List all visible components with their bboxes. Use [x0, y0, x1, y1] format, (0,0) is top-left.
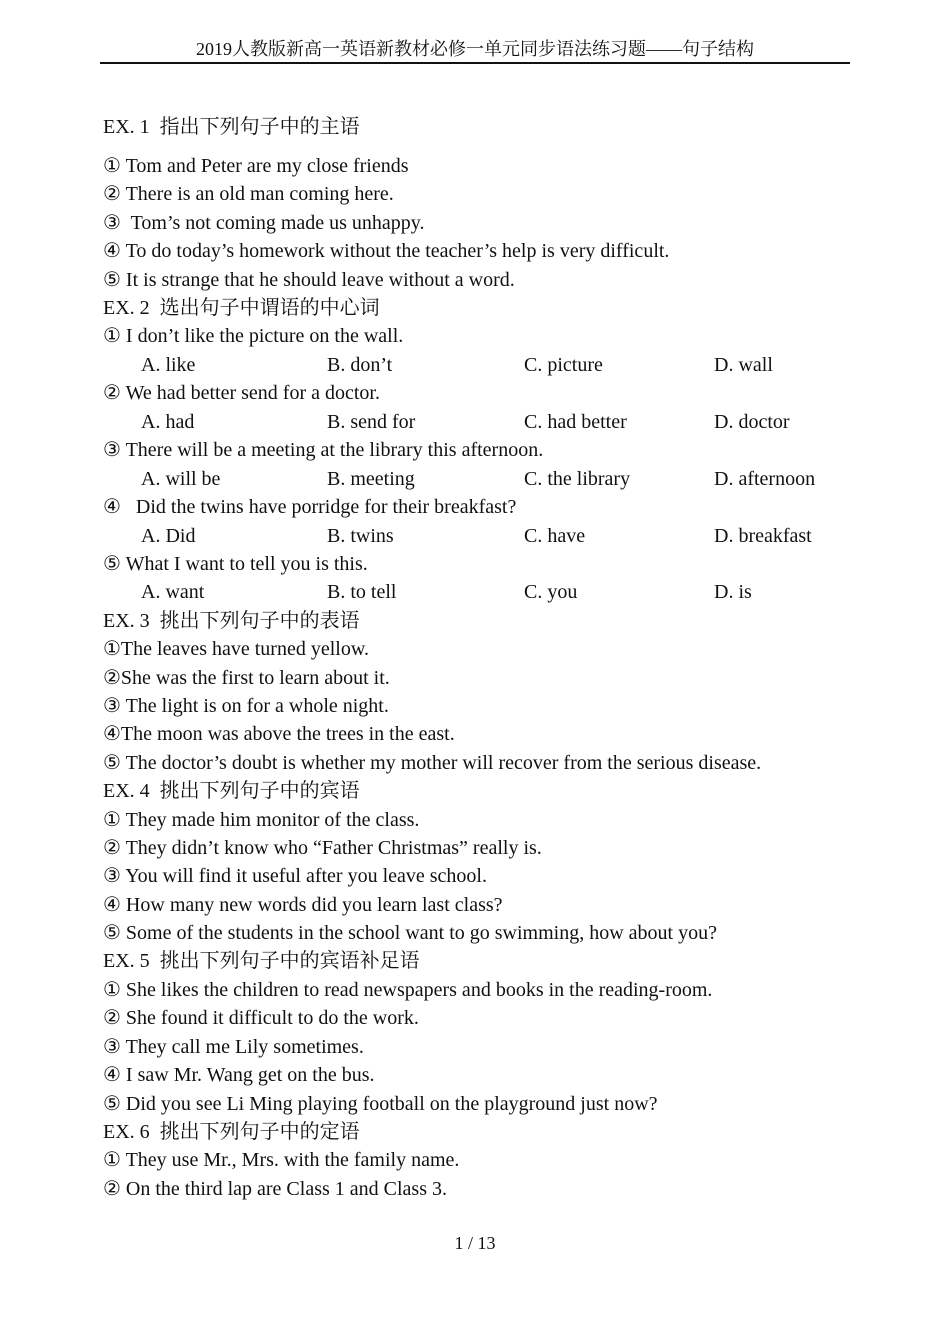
- ex2-question-stem: ④ Did the twins have porridge for their breakfast?: [103, 496, 517, 518]
- ex6-item: ① They use Mr., Mrs. with the family name.: [103, 1149, 460, 1171]
- ex3-heading: EX. 3 挑出下列句子中的表语: [103, 610, 360, 632]
- ex4-item: ⑤ Some of the students in the school want to go swimming, how about you?: [103, 922, 717, 944]
- ex1-item: ⑤ It is strange that he should leave without a word.: [103, 269, 515, 291]
- ex4-item: ② They didn’t know who “Father Christmas” really is.: [103, 837, 542, 859]
- ex2-heading: EX. 2 选出句子中谓语的中心词: [103, 297, 380, 319]
- ex2-option: B. twins: [327, 525, 394, 547]
- ex2-option: C. the library: [524, 468, 631, 490]
- ex5-heading: EX. 5 挑出下列句子中的宾语补足语: [103, 950, 420, 972]
- ex2-question-stem: ③ There will be a meeting at the library this afternoon.: [103, 439, 544, 461]
- ex5-item: ② She found it difficult to do the work.: [103, 1007, 419, 1029]
- ex1-item: ① Tom and Peter are my close friends: [103, 155, 409, 177]
- ex3-item: ⑤ The doctor’s doubt is whether my mother will recover from the serious disease.: [103, 752, 762, 774]
- ex2-option: C. you: [524, 581, 578, 603]
- header-rule: [100, 62, 850, 64]
- ex2-option: B. don’t: [327, 354, 393, 376]
- ex3-item: ①The leaves have turned yellow.: [103, 638, 369, 660]
- ex1-item: ③ Tom’s not coming made us unhappy.: [103, 212, 425, 234]
- ex2-option: A. had: [141, 411, 195, 433]
- ex5-item: ⑤ Did you see Li Ming playing football on the playground just now?: [103, 1093, 658, 1115]
- ex2-question-stem: ① I don’t like the picture on the wall.: [103, 325, 404, 347]
- ex4-item: ④ How many new words did you learn last class?: [103, 894, 503, 916]
- ex1-item: ② There is an old man coming here.: [103, 183, 394, 205]
- ex2-option: A. Did: [141, 525, 196, 547]
- ex2-option: B. meeting: [327, 468, 415, 490]
- ex2-question-stem: ⑤ What I want to tell you is this.: [103, 553, 368, 575]
- ex3-item: ③ The light is on for a whole night.: [103, 695, 389, 717]
- ex2-option: A. will be: [141, 468, 221, 490]
- ex2-option: C. picture: [524, 354, 603, 376]
- ex2-option: B. to tell: [327, 581, 397, 603]
- ex2-question-stem: ② We had better send for a doctor.: [103, 382, 380, 404]
- ex4-heading: EX. 4 挑出下列句子中的宾语: [103, 780, 360, 802]
- ex6-item: ② On the third lap are Class 1 and Class 3.: [103, 1178, 447, 1200]
- ex5-item: ③ They call me Lily sometimes.: [103, 1036, 364, 1058]
- ex2-option: D. doctor: [714, 411, 790, 433]
- ex5-item: ④ I saw Mr. Wang get on the bus.: [103, 1064, 375, 1086]
- page-number: 1 / 13: [454, 1233, 496, 1253]
- page-header-title: 2019人教版新高一英语新教材必修一单元同步语法练习题——句子结构: [196, 39, 754, 59]
- ex6-heading: EX. 6 挑出下列句子中的定语: [103, 1121, 360, 1143]
- ex3-item: ④The moon was above the trees in the east.: [103, 723, 455, 745]
- ex4-item: ③ You will find it useful after you leave school.: [103, 865, 487, 887]
- ex2-option: D. is: [714, 581, 752, 603]
- ex2-option: C. have: [524, 525, 586, 547]
- ex2-option: A. like: [141, 354, 196, 376]
- ex4-item: ① They made him monitor of the class.: [103, 809, 420, 831]
- ex2-option: C. had better: [524, 411, 627, 433]
- ex2-option: D. wall: [714, 354, 773, 376]
- ex2-option: D. afternoon: [714, 468, 816, 490]
- ex1-heading: EX. 1 指出下列句子中的主语: [103, 116, 360, 138]
- ex2-option: D. breakfast: [714, 525, 812, 547]
- ex1-item: ④ To do today’s homework without the teacher’s help is very difficult.: [103, 240, 670, 262]
- ex2-option: B. send for: [327, 411, 416, 433]
- ex5-item: ① She likes the children to read newspapers and books in the reading-room.: [103, 979, 713, 1001]
- ex2-option: A. want: [141, 581, 205, 603]
- ex3-item: ②She was the first to learn about it.: [103, 667, 390, 689]
